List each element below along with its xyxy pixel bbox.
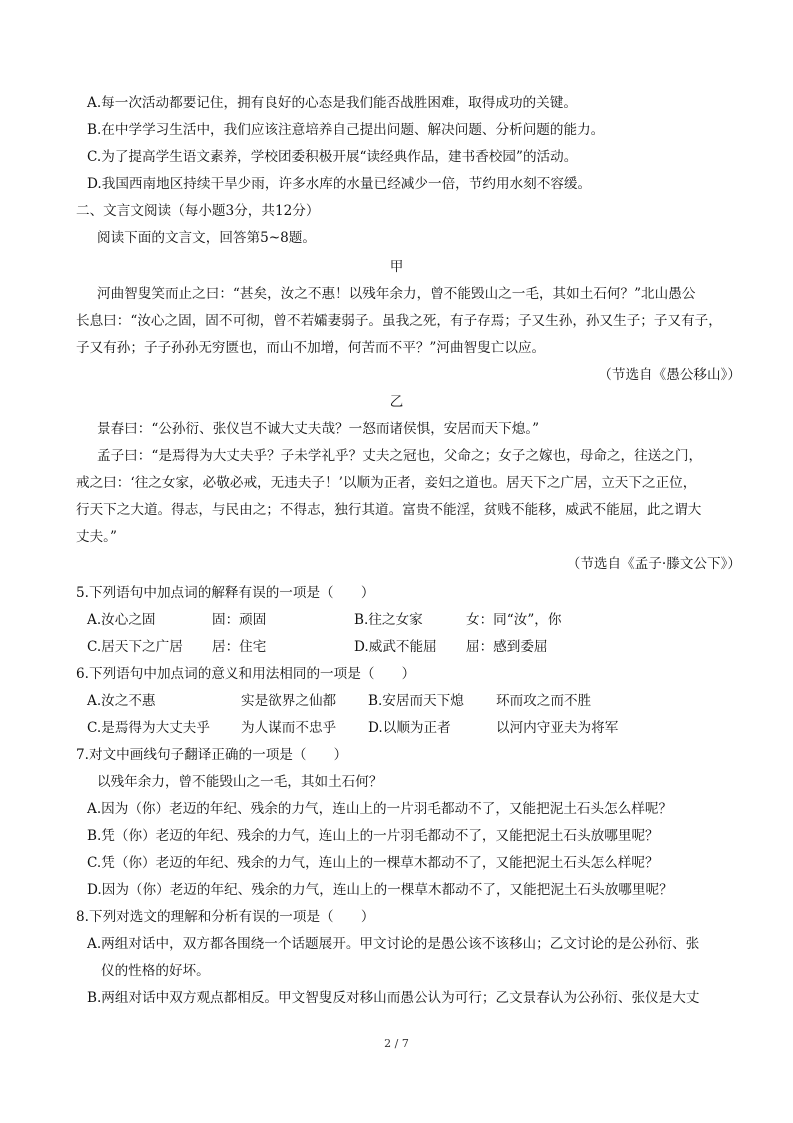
q6-d-first: D.以顺为正者 (368, 720, 451, 736)
passage-jia-label: 甲 (389, 259, 404, 275)
q8-stem: 8.下列对选文的理解和分析有误的一项是（ ） (76, 909, 375, 925)
q4-option-d: D.我国西南地区持续干旱少雨，许多水库的水量已经减少一倍，节约用水刻不容缓。 (87, 176, 592, 192)
q5-d-gloss: 屈：感到委屈 (466, 639, 548, 655)
q7-option-a: A.因为（你）老迈的年纪、残余的力气，连山上的一片羽毛都动不了，又能把泥土石头怎么样呢？ (87, 801, 673, 817)
q8-option-a: A.两组对话中，双方都各围绕一个话题展开。甲文讨论的是愚公该不该移山；乙文讨论的是公孙衍、张 (87, 936, 700, 952)
q6-c-first: C.是焉得为大丈夫乎 (87, 720, 210, 736)
passage-jia-source: （节选自《愚公移山》） (598, 367, 741, 383)
q5-c-text: C.居天下之广居 (87, 639, 183, 655)
q8-option-a-cont: 仪的性格的好坏。 (101, 963, 210, 979)
q5-a-gloss: 固：顽固 (212, 612, 267, 628)
q7-sentence: 以残年余力，曾不能毁山之一毛，其如土石何？ (97, 774, 383, 790)
passage-jia-line: 长息曰：“汝心之固，固不可彻，曾不若孀妻弱子。虽我之死，有子存焉；子又生孙，孙又生子；子又有子， (76, 313, 722, 329)
page-number: 2 / 7 (384, 1037, 409, 1050)
passage-yi-source: （节选自《孟子·滕文公下》） (566, 556, 741, 572)
passage-yi-line: 孟子曰：“是焉得为大丈夫乎？子未学礼乎？丈夫之冠也，父命之；女子之嫁也，母命之，往送之门， (97, 448, 703, 464)
section-heading: 二、文言文阅读（每小题3分，共12分） (76, 203, 320, 219)
q6-a-second: 实是欲界之仙都 (241, 693, 337, 709)
q5-d-text: D.威武不能屈 (354, 639, 437, 655)
q5-stem: 5.下列语句中加点词的解释有误的一项是（ ） (76, 585, 375, 601)
passage-yi-label: 乙 (389, 394, 404, 410)
section-instruction: 阅读下面的文言文，回答第5~8题。 (97, 230, 316, 246)
q7-option-c: C.凭（你）老迈的年纪、残余的力气，连山上的一棵草木都动不了，又能把泥土石头怎么样呢？ (87, 855, 659, 871)
q5-a-text: A.汝心之固 (87, 612, 156, 628)
passage-yi-line: 丈夫。” (76, 529, 117, 545)
q6-stem: 6.下列语句中加点词的意义和用法相同的一项是（ ） (76, 666, 416, 682)
q5-b-text: B.往之女家 (354, 612, 423, 628)
q6-b-second: 环而攻之而不胜 (496, 693, 592, 709)
q6-d-second: 以河内守亚夫为将军 (496, 720, 619, 736)
passage-yi-line: 景春曰：“公孙衍、张仪岂不诚大丈夫哉？一怒而诸侯惧，安居而天下熄。” (97, 421, 540, 437)
q4-option-c: C.为了提高学生语文素养，学校团委积极开展“读经典作品，建书香校园”的活动。 (87, 149, 578, 165)
q6-c-second: 为人谋而不忠乎 (241, 720, 337, 736)
q8-option-b: B.两组对话中双方观点都相反。甲文智叟反对移山而愚公认为可行；乙文景春认为公孙衍、张仪是大丈 (87, 990, 700, 1006)
q7-option-d: D.因为（你）老迈的年纪、残余的力气，连山上的一棵草木都动不了，又能把泥土石头放哪里呢？ (87, 882, 673, 898)
q7-stem: 7.对文中画线句子翻译正确的一项是（ ） (76, 747, 348, 763)
passage-jia-line: 河曲智叟笑而止之曰：“甚矣，汝之不惠！以残年余力，曾不能毁山之一毛，其如土石何？”北山愚公 (97, 286, 696, 302)
q4-option-a: A.每一次活动都要记住，拥有良好的心态是我们能否战胜困难，取得成功的关键。 (87, 95, 577, 111)
passage-jia-line: 子又有孙；子子孙孙无穷匮也，而山不加增，何苦而不平？”河曲智叟亡以应。 (76, 340, 546, 356)
q6-b-first: B.安居而天下熄 (368, 693, 464, 709)
q5-c-gloss: 居：住宅 (212, 639, 267, 655)
q6-a-first: A.汝之不惠 (87, 693, 156, 709)
passage-yi-line: 戒之曰：‘往之女家，必敬必戒，无违夫子！’以顺为正者，妾妇之道也。居天下之广居，立天下之正位， (76, 475, 697, 491)
q4-option-b: B.在中学学习生活中，我们应该注意培养自己提出问题、解决问题、分析问题的能力。 (87, 122, 605, 138)
passage-yi-line: 行天下之大道。得志，与民由之；不得志，独行其道。富贵不能淫，贫贱不能移，威武不能屈，此之谓大 (76, 502, 702, 518)
q7-option-b: B.凭（你）老迈的年纪、残余的力气，连山上的一片羽毛都动不了，又能把泥土石头放哪里呢？ (87, 828, 659, 844)
q5-b-gloss: 女：同“汝”，你 (466, 612, 562, 628)
